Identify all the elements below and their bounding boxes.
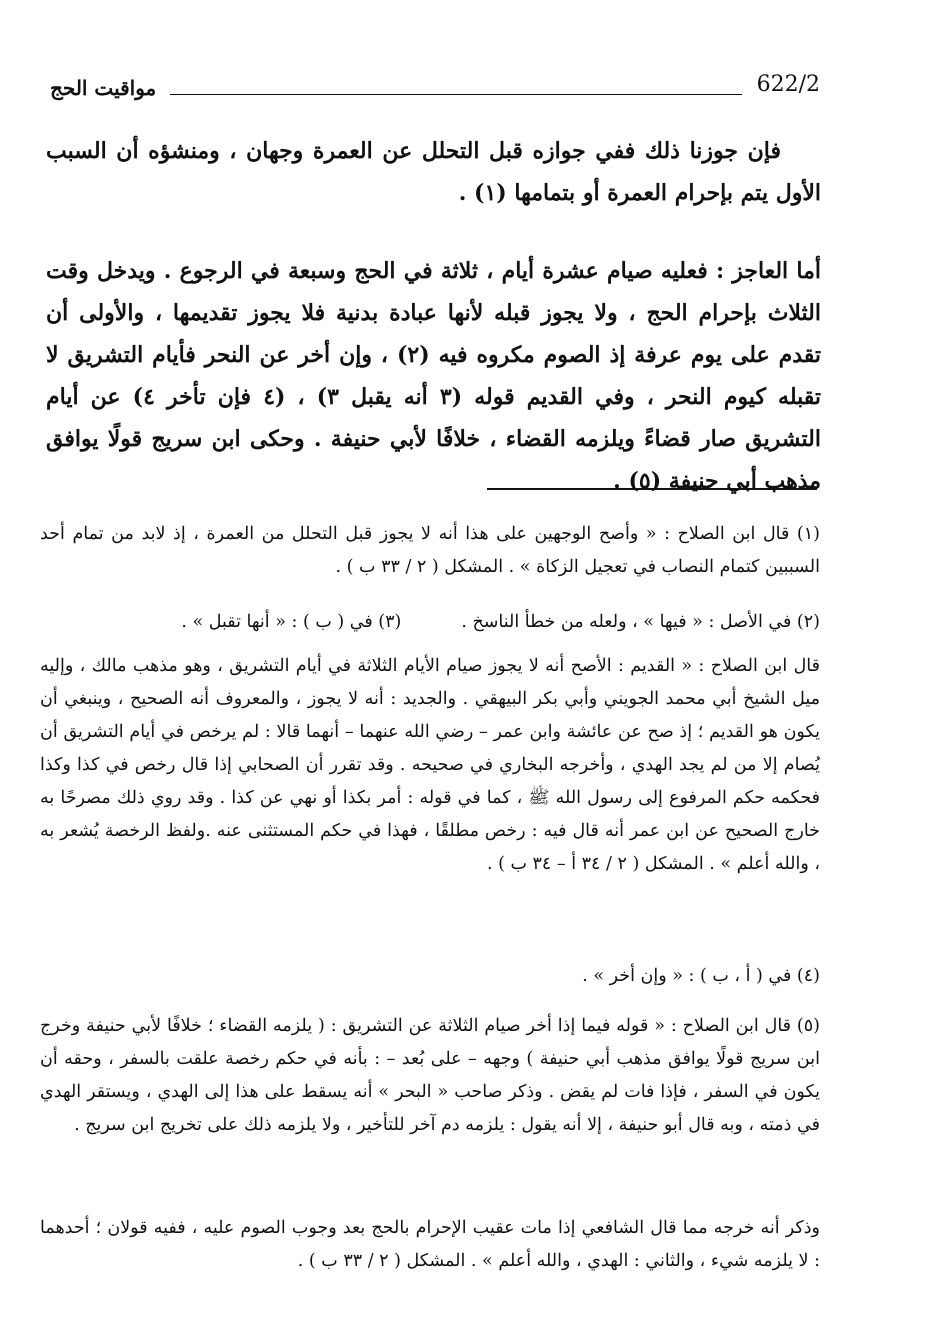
page-header xyxy=(50,72,820,112)
footnote-separator xyxy=(487,488,817,490)
body-paragraph-1: فإن جوزنا ذلك ففي جوازه قبل التحلل عن العمرة وجهان ، ومنشؤه أن السبب الأول يتم بإحرام العمرة أو بتمامها (١) . xyxy=(46,138,821,206)
footnote-5: (٥) قال ابن الصلاح : « قوله فيما إذا أخر صيام الثلاثة عن التشريق : ( يلزمه القضاء ؛ خلافًا لأبي حنيفة وخرج ابن سريج قولًا يوافق مذهب أبي حنيفة ) وجهه – على بُعد – : بأنه في حكم رخصة علقت بالسفر ، وحقه أن يكون في السفر ، فإذا فات لم يقض . وذكر صاحب « البحر » أنه يسقط على هذا إلى الهدي ، ويستقر الهدي في ذمته ، وبه قال أبو حنيفة ، إلا أنه يقول : يلزمه دم آخر للتأخير ، ولا يلزمه ذلك على تخريج ابن سريج . xyxy=(40,1016,820,1135)
footnote-5-continued: وذكر أنه خرجه مما قال الشافعي إذا مات عقيب الإحرام بالحج بعد وجوب الصوم عليه ، ففيه قولان ؛ أحدهما : لا يلزمه شيء ، والثاني : الهدي ، والله أعلم » . المشكل ( ٢ / ٣٣ ب ) . xyxy=(40,1218,820,1271)
footnote-4: (٤) في ( أ ، ب ) : « وإن أخر » . xyxy=(582,966,820,986)
body-paragraph-2: أما العاجز : فعليه صيام عشرة أيام ، ثلاثة في الحج وسبعة في الرجوع . ويدخل وقت الثلاث بإحرام الحج ، ولا يجوز قبله لأنها عبادة بدنية فلا يجوز تقديمها ، والأولى أن تقدم على يوم عرفة إذ الصوم مكروه فيه (٢) ، وإن أخر عن النحر فأيام التشريق لا تقبله كيوم النحر ، وفي القديم قوله (٣ أنه يقبل ٣) ، (٤ فإن تأخر ٤) عن أيام التشريق صار قضاءً ويلزمه القضاء ، خلافًا لأبي حنيفة . وحكى ابن سريج قولًا يوافق مذهب أبي حنيفة (٥) . xyxy=(46,258,821,494)
footnote-3-commentary: قال ابن الصلاح : « القديم : الأصح أنه لا يجوز صيام الأيام الثلاثة في أيام التشريق ، وهو مذهب مالك ، وإليه ميل الشيخ أبي محمد الجويني وأبي بكر البيهقي . والجديد : أنه لا يجوز ، والمعروف أنه الصحيح ، وينبغي أن يكون هو القديم ؛ إذ صح عن عائشة وابن عمر – رضي الله عنهما – أنهما قالا : لم يرخص في أيام التشريق أن يُصام إلا من لم يجد الهدي ، وأخرجه البخاري في صحيحه . وقد تقرر أن الصحابي إذا قال رخص في كذا وكذا فحكمه حكم المرفوع إلى رسول الله ﷺ ، كما في قوله : أمر بكذا أو نهي عن كذا . وقد روي ذلك مصرحًا به خارج الصحيح عن ابن عمر أنه قال فيه : رخص مطلقًا ، فهذا في حكم المستثنى عنه .ولفظ الرخصة يُشعر به ، والله أعلم » . المشكل ( ٢ / ٣٤ أ – ٣٤ ب ) . xyxy=(40,656,820,874)
footnote-1: (١) قال ابن الصلاح : « وأصح الوجهين على هذا أنه لا يجوز قبل التحلل من العمرة ، إذ لابد من تمام أحد السببين كتمام النصاب في تعجيل الزكاة » . المشكل ( ٢ / ٣٣ ب ) . xyxy=(40,524,820,577)
footnote-3: (٣) في ( ب ) : « أنها تقبل » . xyxy=(181,612,402,632)
page-number: 622/2 xyxy=(756,72,820,97)
running-title: مواقيت الحج xyxy=(50,76,157,100)
footnote-2: (٢) في الأصل : « فيها » ، ولعله من خطأ الناسخ . xyxy=(461,612,820,632)
header-rule xyxy=(170,94,742,95)
footnote-2-3-line xyxy=(40,606,820,639)
